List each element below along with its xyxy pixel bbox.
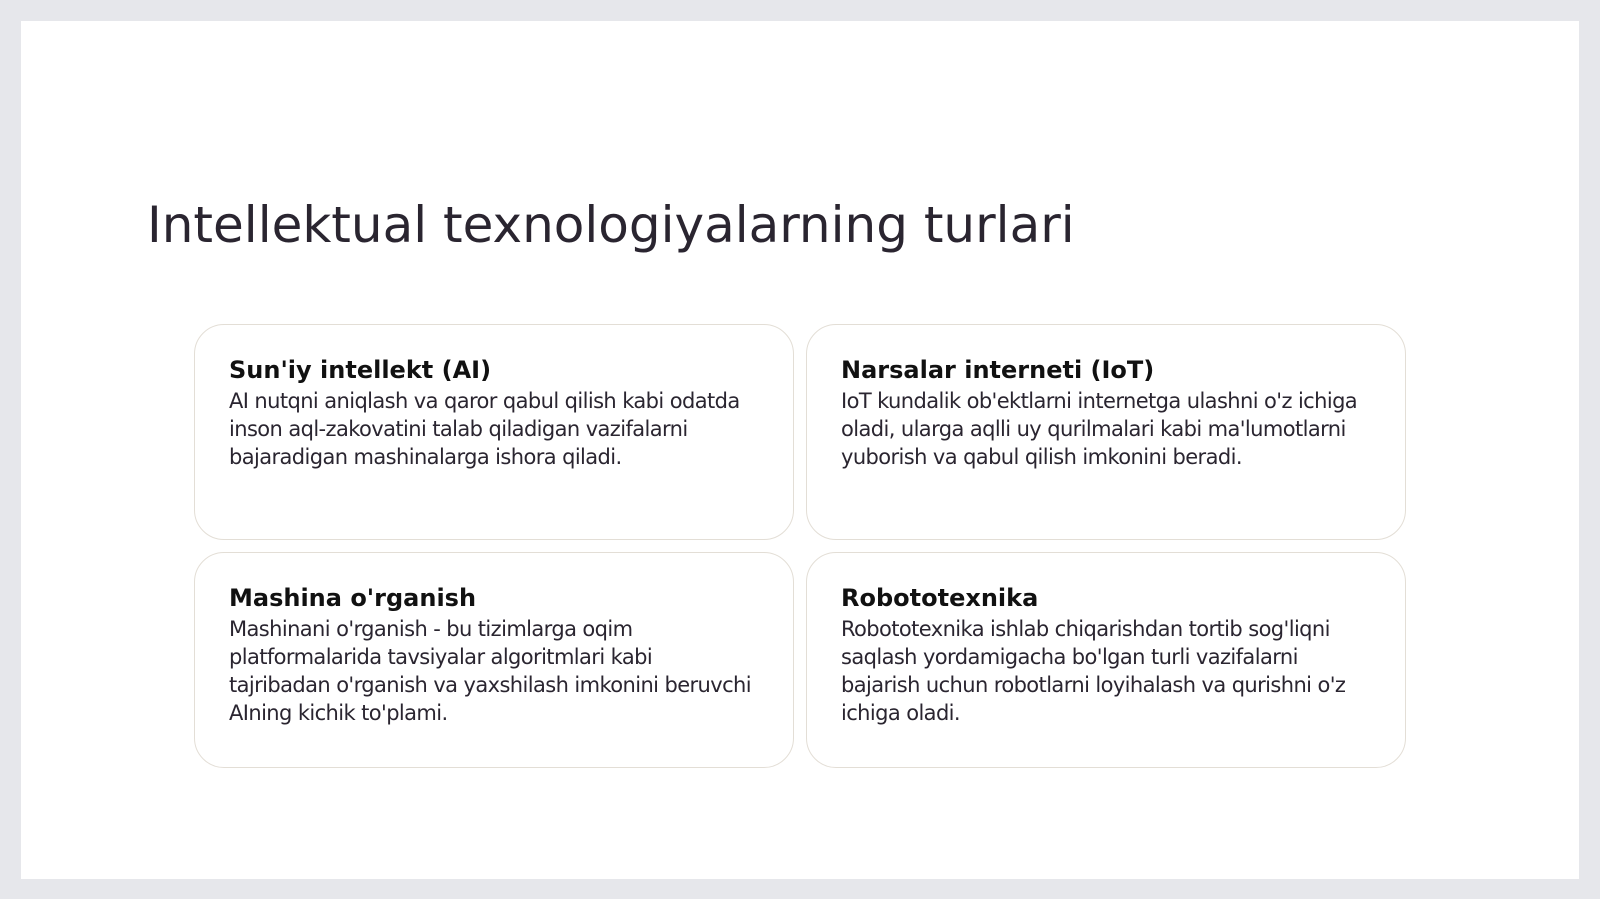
card-heading: Robototexnika: [841, 584, 1039, 612]
card-description: IoT kundalik ob'ektlarni internetga ulashni o'z ichiga oladi, ularga aqlli uy qurilmalari kabi ma'lumotlarni yuborish va qabul qilish imkonini beradi.: [841, 389, 1358, 469]
card-description: Mashinani o'rganish - bu tizimlarga oqim platformalarida tavsiyalar algoritmlari kabi tajribadan o'rganish va yaxshilash imkonini beruvchi AIning kichik to'plami.: [229, 617, 751, 725]
card-artificial-intelligence: [194, 324, 794, 540]
card-machine-learning: [194, 552, 794, 768]
card-heading: Narsalar interneti (IoT): [841, 356, 1155, 384]
card-description: AI nutqni aniqlash va qaror qabul qilish kabi odatda inson aql-zakovatini talab qiladigan vazifalarni bajaradigan mashinalarga ishora qiladi.: [229, 389, 740, 469]
card-internet-of-things: [806, 324, 1406, 540]
slide-title: Intellektual texnologiyalarning turlari: [147, 196, 1075, 254]
slide: [21, 21, 1579, 879]
card-heading: Sun'iy intellekt (AI): [229, 356, 492, 384]
card-heading: Mashina o'rganish: [229, 584, 477, 612]
card-description: Robototexnika ishlab chiqarishdan tortib sog'liqni saqlash yordamigacha bo'lgan turli vazifalarni bajarish uchun robotlarni loyihalash va qurishni o'z ichiga oladi.: [841, 617, 1346, 725]
card-robotics: [806, 552, 1406, 768]
